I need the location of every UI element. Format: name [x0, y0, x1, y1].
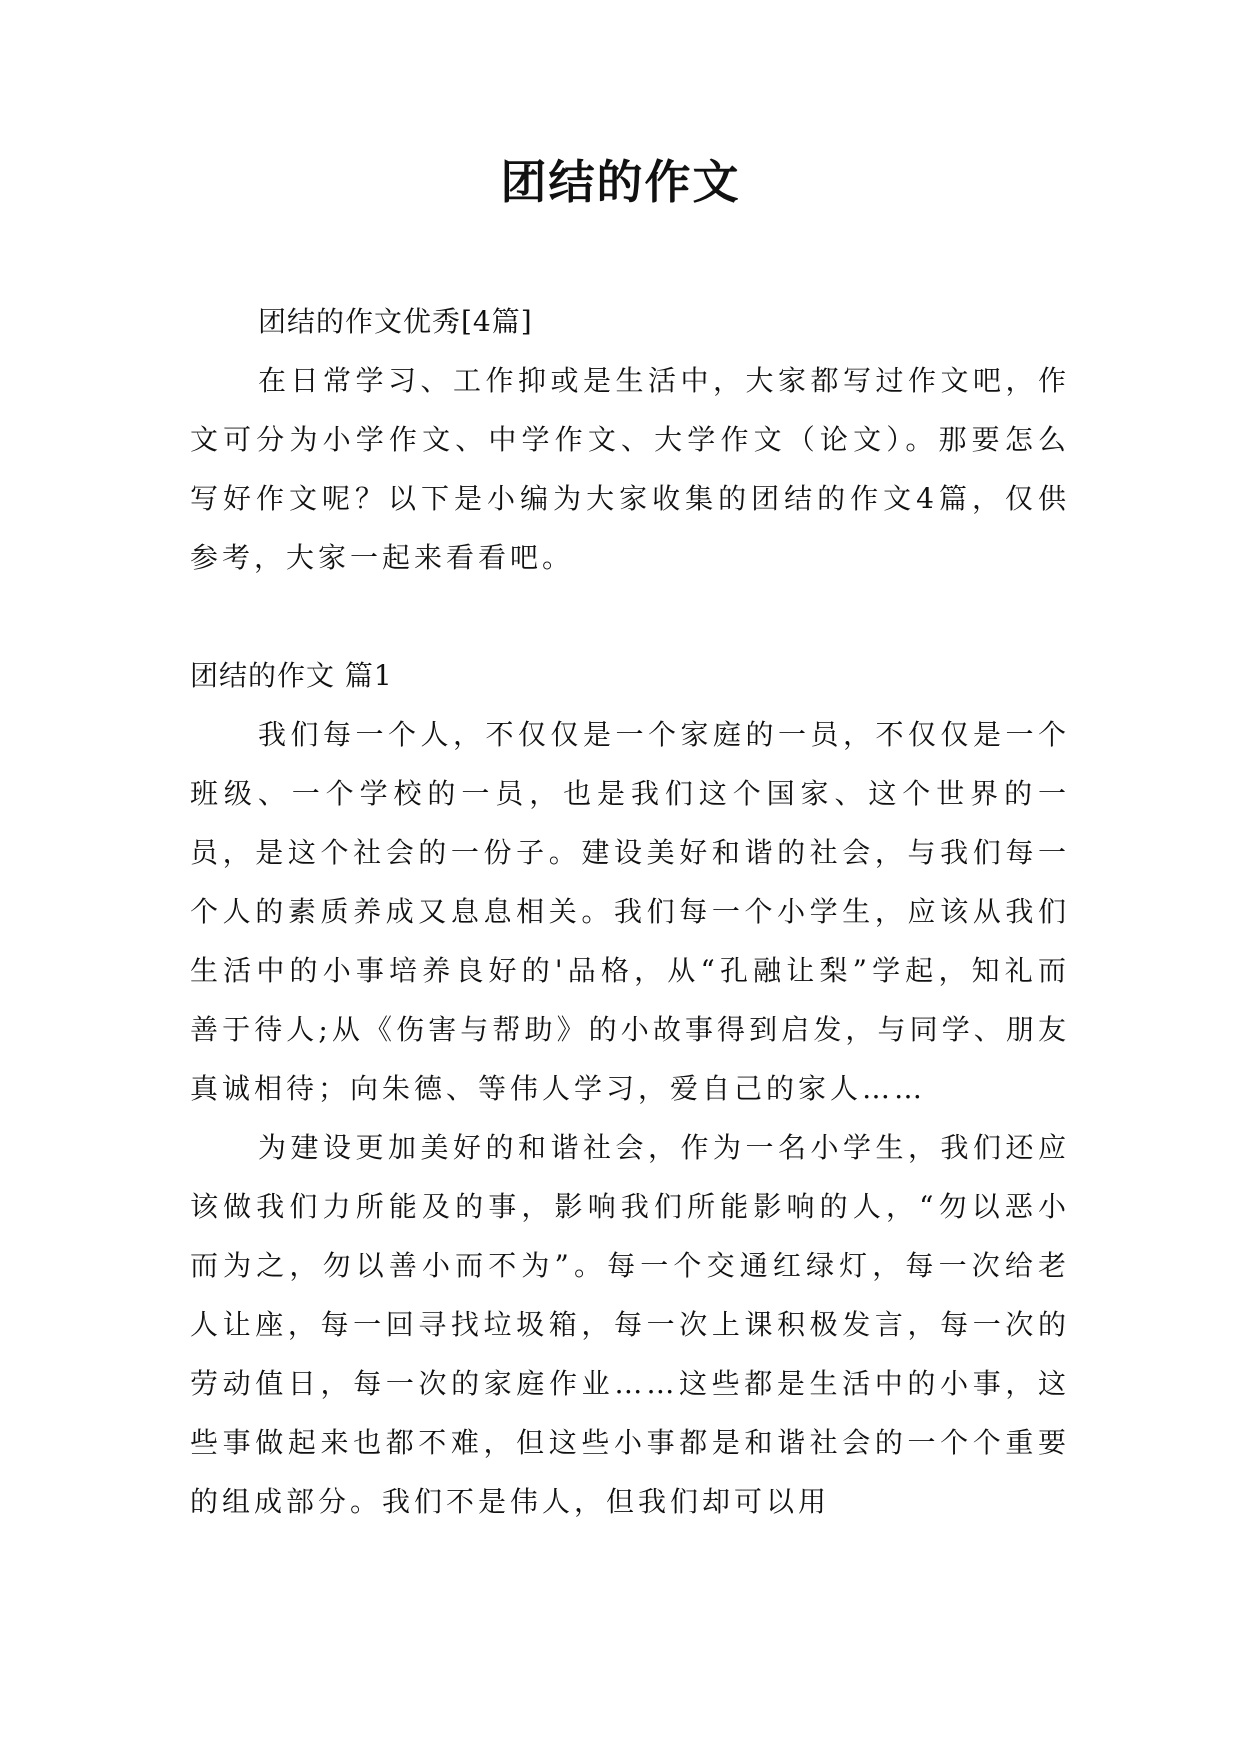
body-paragraph: 为建设更加美好的和谐社会，作为一名小学生，我们还应该做我们力所能及的事，影响我们所能影响的人，“勿以恶小而为之，勿以善小而不为”。每一个交通红绿灯，每一次给老人让座，每一回寻找垃圾箱，每一次上课积极发言，每一次的劳动值日，每一次的家庭作业……这些都是生活中的小事，这些事做起来也都不难，但这些小事都是和谐社会的一个个重要的组成部分。我们不是伟人，但我们却可以用 — [190, 1131, 1070, 1518]
document-body — [190, 292, 1070, 1531]
body-paragraph: 我们每一个人，不仅仅是一个家庭的一员，不仅仅是一个班级、一个学校的一员，也是我们这个国家、这个世界的一员，是这个社会的一份子。建设美好和谐的社会，与我们每一个人的素质养成又息息相关。我们每一个小学生，应该从我们生活中的小事培养良好的'品格，从“孔融让梨”学起，知礼而善于待人;从《伤害与帮助》的小故事得到启发，与同学、朋友真诚相待；向朱德、等伟人学习，爱自己的家人…… — [190, 718, 1070, 1105]
document-title: 团结的作文 — [500, 155, 741, 209]
document-subtitle: 团结的作文优秀[4篇] — [258, 305, 533, 338]
section-heading: 团结的作文 篇1 — [190, 659, 393, 692]
intro-paragraph: 在日常学习、工作抑或是生活中，大家都写过作文吧，作文可分为小学作文、中学作文、大学作文（论文）。那要怎么写好作文呢？以下是小编为大家收集的团结的作文4篇，仅供参考，大家一起来看看吧。 — [190, 364, 1070, 574]
